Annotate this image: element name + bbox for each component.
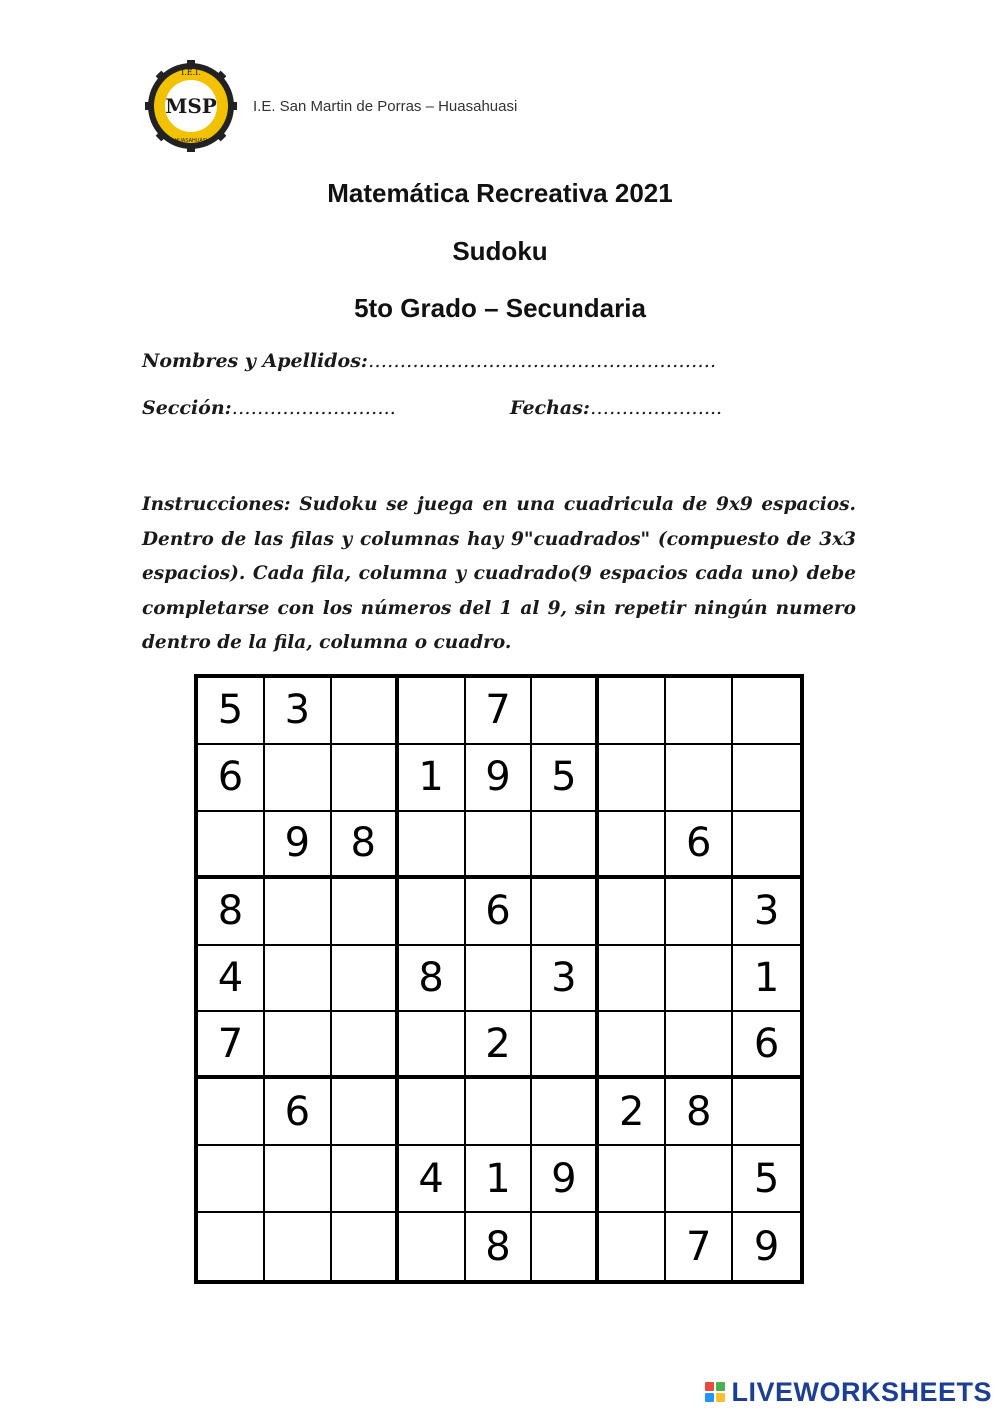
liveworksheets-logo-icon xyxy=(705,1382,725,1402)
brand-name: LIVEWORKSHEETS xyxy=(731,1376,992,1407)
sudoku-given-cell: 9 xyxy=(753,1223,780,1270)
brand-icon-square xyxy=(716,1393,725,1402)
sudoku-empty-cell[interactable] xyxy=(332,745,399,812)
sudoku-empty-cell[interactable] xyxy=(399,812,466,879)
sudoku-empty-cell[interactable] xyxy=(332,879,399,946)
sudoku-empty-cell[interactable] xyxy=(332,946,399,1013)
sudoku-empty-cell[interactable] xyxy=(599,678,666,745)
worksheet-title: Matemática Recreativa 2021 xyxy=(327,178,673,208)
sudoku-given-cell: 3 xyxy=(733,879,800,946)
sudoku-grid xyxy=(194,674,804,1284)
sudoku-given-cell: 9 xyxy=(265,812,332,879)
names-field[interactable] xyxy=(142,350,716,372)
sudoku-empty-cell[interactable] xyxy=(399,1213,466,1280)
sudoku-empty-cell[interactable] xyxy=(198,1079,265,1146)
sudoku-empty-cell[interactable] xyxy=(599,1012,666,1079)
section-field[interactable] xyxy=(142,397,396,419)
sudoku-given-cell: 7 xyxy=(666,1213,733,1280)
brand-icon-square xyxy=(705,1382,714,1391)
brand-icon-square xyxy=(705,1393,714,1402)
sudoku-empty-cell[interactable] xyxy=(532,678,599,745)
sudoku-empty-cell[interactable] xyxy=(198,1213,265,1280)
names-label: Nombres y Apellidos: xyxy=(142,350,368,372)
sudoku-empty-cell[interactable] xyxy=(332,1213,399,1280)
sudoku-given-cell: 7 xyxy=(198,1012,265,1079)
sudoku-empty-cell[interactable] xyxy=(399,678,466,745)
date-dots: ………………... xyxy=(589,397,723,419)
sudoku-empty-cell[interactable] xyxy=(532,812,599,879)
sudoku-empty-cell[interactable] xyxy=(599,812,666,879)
school-header xyxy=(145,60,645,152)
sudoku-empty-cell[interactable] xyxy=(532,879,599,946)
sudoku-given-cell: 5 xyxy=(198,678,265,745)
sudoku-empty-cell[interactable] xyxy=(466,946,533,1013)
sudoku-given-cell: 6 xyxy=(265,1079,332,1146)
sudoku-empty-cell[interactable] xyxy=(532,1012,599,1079)
sudoku-given-cell: 3 xyxy=(265,678,332,745)
sudoku-given-cell: 5 xyxy=(532,745,599,812)
sudoku-empty-cell[interactable] xyxy=(466,812,533,879)
sudoku-empty-cell[interactable] xyxy=(332,1146,399,1213)
sudoku-given-cell: 2 xyxy=(466,1012,533,1079)
sudoku-empty-cell[interactable] xyxy=(399,879,466,946)
sudoku-empty-cell[interactable] xyxy=(332,1012,399,1079)
sudoku-empty-cell[interactable] xyxy=(532,1213,599,1280)
sudoku-given-cell: 8 xyxy=(198,879,265,946)
sudoku-empty-cell[interactable] xyxy=(733,1079,800,1146)
sudoku-given-cell: 1 xyxy=(466,1146,533,1213)
sudoku-empty-cell[interactable] xyxy=(198,812,265,879)
worksheet-subtitle: Sudoku xyxy=(452,236,548,266)
sudoku-empty-cell[interactable] xyxy=(666,745,733,812)
school-name: I.E. San Martin de Porras – Huasahuasi xyxy=(253,98,518,115)
sudoku-empty-cell[interactable] xyxy=(265,946,332,1013)
sudoku-given-cell: 6 xyxy=(666,812,733,879)
instructions-text: Instrucciones: Sudoku se juega en una cuadricula de 9x9 espacios. Dentro de las filas y columnas hay 9"cuadrados" (compuesto de 3x3 espacios). Cada fila, columna y cuadrado(9 espacios cada uno) debe completarse con los números del 1 al 9, sin repetir ningún numero dentro de la fila, columna o cuadro. xyxy=(142,494,856,653)
sudoku-empty-cell[interactable] xyxy=(399,1012,466,1079)
sudoku-empty-cell[interactable] xyxy=(265,1213,332,1280)
sudoku-empty-cell[interactable] xyxy=(666,946,733,1013)
sudoku-empty-cell[interactable] xyxy=(466,1079,533,1146)
sudoku-given-cell: 3 xyxy=(532,946,599,1013)
sudoku-given-cell: 6 xyxy=(198,745,265,812)
sudoku-empty-cell[interactable] xyxy=(265,1146,332,1213)
logo-text-bottom: HUASAHUASI xyxy=(174,138,208,144)
sudoku-given-cell: 6 xyxy=(733,1012,800,1079)
school-crest-icon xyxy=(145,60,237,152)
sudoku-empty-cell[interactable] xyxy=(332,678,399,745)
logo-text-top: I.E.I. xyxy=(181,68,201,77)
sudoku-given-cell: 4 xyxy=(399,1146,466,1213)
section-dots: …………………….. xyxy=(231,397,396,419)
sudoku-given-cell: 8 xyxy=(332,812,399,879)
sudoku-given-cell: 9 xyxy=(466,745,533,812)
sudoku-empty-cell[interactable] xyxy=(532,1079,599,1146)
sudoku-empty-cell[interactable] xyxy=(599,1146,666,1213)
date-label: Fechas: xyxy=(510,397,590,419)
sudoku-empty-cell[interactable] xyxy=(265,1012,332,1079)
sudoku-empty-cell[interactable] xyxy=(666,879,733,946)
sudoku-empty-cell[interactable] xyxy=(265,879,332,946)
sudoku-empty-cell[interactable] xyxy=(399,1079,466,1146)
section-label: Sección: xyxy=(142,397,232,419)
sudoku-empty-cell[interactable] xyxy=(733,812,800,879)
sudoku-empty-cell[interactable] xyxy=(599,1213,666,1280)
brand-icon-square xyxy=(716,1382,725,1391)
sudoku-given-cell: 1 xyxy=(733,946,800,1013)
sudoku-empty-cell[interactable] xyxy=(733,678,800,745)
names-dots: ………………………………………………. xyxy=(367,350,716,372)
sudoku-empty-cell[interactable] xyxy=(599,879,666,946)
sudoku-given-cell: 8 xyxy=(666,1079,733,1146)
sudoku-empty-cell[interactable] xyxy=(265,745,332,812)
sudoku-given-cell: 8 xyxy=(466,1213,533,1280)
sudoku-empty-cell[interactable] xyxy=(733,745,800,812)
sudoku-given-cell: 8 xyxy=(399,946,466,1013)
sudoku-given-cell: 2 xyxy=(599,1079,666,1146)
date-field[interactable] xyxy=(510,397,722,419)
sudoku-empty-cell[interactable] xyxy=(599,745,666,812)
sudoku-empty-cell[interactable] xyxy=(198,1146,265,1213)
sudoku-given-cell: 4 xyxy=(198,946,265,1013)
sudoku-empty-cell[interactable] xyxy=(666,1146,733,1213)
sudoku-given-cell: 1 xyxy=(399,745,466,812)
sudoku-given-cell: 9 xyxy=(532,1146,599,1213)
footer-brand xyxy=(705,1376,992,1408)
logo-monogram: MSP xyxy=(165,94,217,118)
sudoku-empty-cell[interactable] xyxy=(666,678,733,745)
sudoku-given-cell: 5 xyxy=(733,1146,800,1213)
sudoku-empty-cell[interactable] xyxy=(332,1079,399,1146)
sudoku-empty-cell[interactable] xyxy=(599,946,666,1013)
sudoku-given-cell: 7 xyxy=(466,678,533,745)
sudoku-given-cell: 6 xyxy=(466,879,533,946)
sudoku-empty-cell[interactable] xyxy=(666,1012,733,1079)
grade-level: 5to Grado – Secundaria xyxy=(354,293,646,323)
